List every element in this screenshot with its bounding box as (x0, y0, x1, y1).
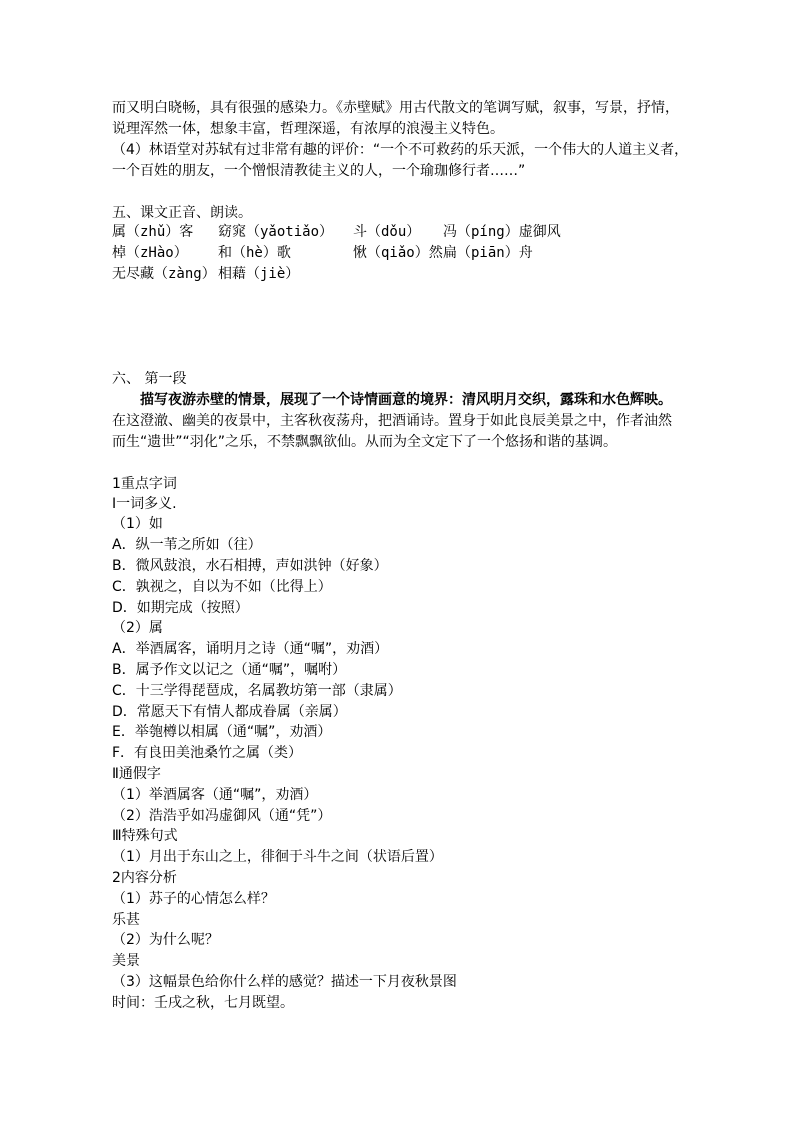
intro-line-3: （4）林语堂对苏轼有过非常有趣的评价：“一个不可救药的乐天派，一个伟大的人道主义者， (112, 142, 689, 158)
pinyin-item: 冯（píng）虚御风 (443, 224, 561, 240)
analysis-heading: 2内容分析 (112, 870, 177, 886)
list-item: F．有良田美池桑竹之属（类） (112, 745, 303, 761)
question: （2）为什么呢？ (112, 932, 219, 948)
intro-line-1: 而又明白晓畅，具有很强的感染力。《赤壁赋》用古代散文的笔调写赋，叙事，写景，抒情， (112, 100, 679, 116)
answer: 乐甚 (112, 912, 140, 928)
section6-heading: 六、 第一段 (112, 371, 187, 387)
list-item: B．属予作文以记之（通“嘱”，嘱咐） (112, 662, 347, 678)
section6-summary-line-3: 而生“遗世”“羽化”之乐，不禁飘飘欲仙。从而为全文定下了一个悠扬和谐的基调。 (112, 434, 618, 450)
section6-summary-line-2: 在这澄澈、幽美的夜景中，主客秋夜荡舟，把酒诵诗。置身于如此良辰美景之中，作者油然 (112, 413, 672, 429)
list-item: C．孰视之，自以为不如（比得上） (112, 579, 332, 595)
pinyin-item: 属（zhǔ）客 (112, 224, 194, 240)
pinyin-item: 扁（piān）舟 (443, 245, 533, 261)
pinyin-item: 窈窕（yǎotiǎo） (218, 224, 334, 240)
list-item: A．纵一苇之所如（往） (112, 537, 262, 553)
pinyin-item: 无尽藏（zàng） (112, 266, 216, 282)
question: （1）苏子的心情怎么样？ (112, 891, 275, 907)
list-item: A．举酒属客，诵明月之诗（通“嘱”，劝酒） (112, 641, 389, 657)
answer: 时间：壬戌之秋，七月既望。 (112, 995, 294, 1011)
list-item: （2）浩浩乎如冯虚御风（通“凭”） (112, 808, 332, 824)
pinyin-item: 相藉（jiè） (218, 266, 300, 282)
list-item: E．举匏樽以相属（通“嘱”，劝酒） (112, 724, 332, 740)
pinyin-item: 愀（qiǎo）然 (353, 245, 443, 261)
list-item: B．微风鼓浪，水石相搏，声如洪钟（好象） (112, 558, 388, 574)
answer: 美景 (112, 953, 140, 969)
question: （3）这幅景色给你什么样的感觉？描述一下月夜秋景图 (112, 974, 457, 990)
pinyin-item: 和（hè）歌 (218, 245, 291, 261)
list-item: D．如期完成（按照） (112, 600, 249, 616)
key-words-heading: 1重点字词 (112, 476, 177, 492)
intro-line-4: 一个百姓的朋友，一个憎恨清教徒主义的人，一个瑜珈修行者……” (112, 163, 526, 179)
section5-heading: 五、课文正音、朗读。 (112, 205, 252, 221)
list-item: （1）举酒属客（通“嘱”，劝酒） (112, 787, 318, 803)
list-item: C．十三学得琵琶成，名属教坊第一部（隶属） (112, 683, 402, 699)
pinyin-item: 棹（zHào） (112, 245, 188, 261)
intro-line-2: 说理浑然一体，想象丰富，哲理深遥，有浓厚的浪漫主义特色。 (112, 121, 504, 137)
pinyin-item: 斗（dǒu） (353, 224, 421, 240)
ru-heading: （1）如 (112, 516, 163, 532)
list-item: D．常愿天下有情人都成眷属（亲属） (112, 704, 347, 720)
tongjia-heading: Ⅱ通假字 (112, 766, 161, 782)
special-heading: Ⅲ特殊句式 (112, 828, 178, 844)
polysemy-heading: Ⅰ一词多义. (112, 496, 177, 512)
shu-heading: （2）属 (112, 620, 163, 636)
list-item: （1）月出于东山之上，徘徊于斗牛之间（状语后置） (112, 849, 443, 865)
section6-summary-bold: 描写夜游赤壁的情景，展现了一个诗情画意的境界：清风明月交织，露珠和水色辉映。 (140, 392, 672, 408)
